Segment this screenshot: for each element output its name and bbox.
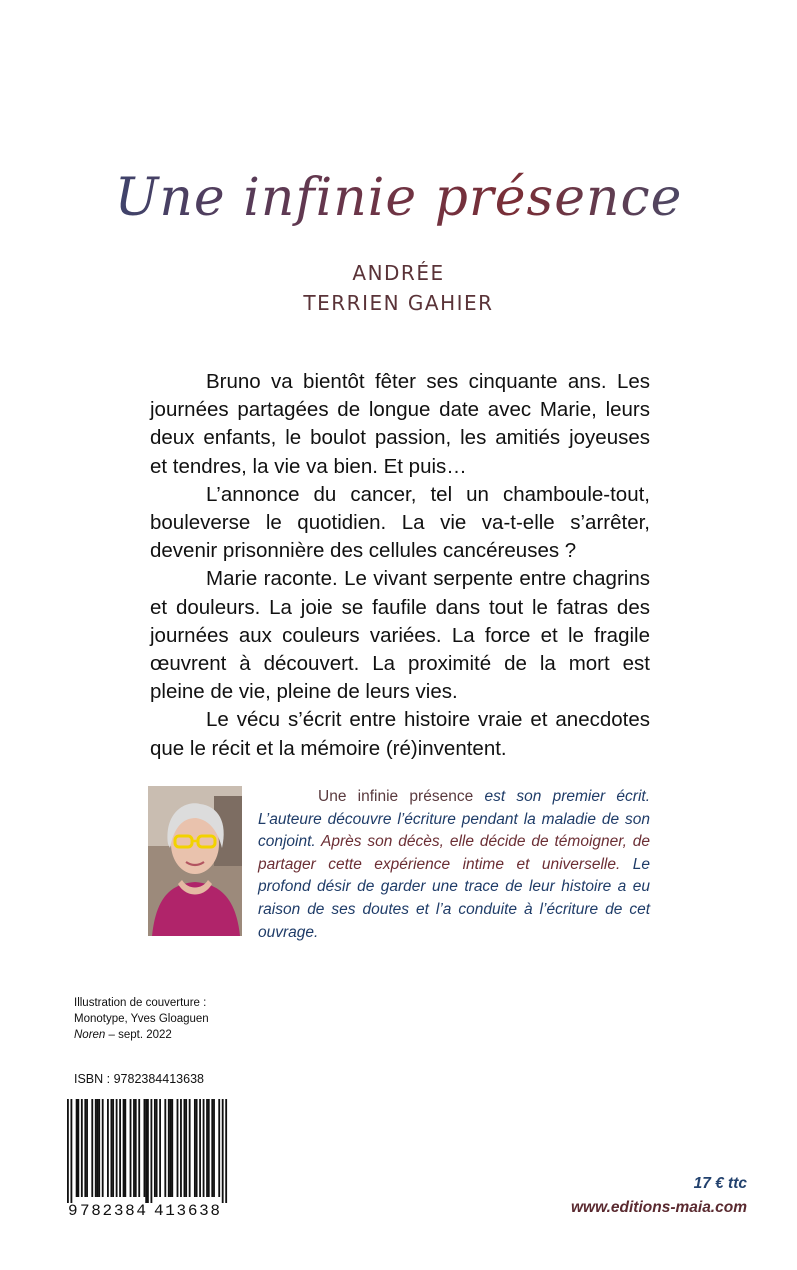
publisher-website: www.editions-maia.com [571,1199,747,1216]
barcode-bar [194,1099,196,1197]
barcode-digit: 9 [68,1202,78,1220]
barcode-bar [119,1099,121,1197]
barcode-bar [222,1099,224,1203]
barcode-digits: 782384 [80,1202,146,1220]
barcode-bar [86,1099,88,1197]
back-cover-blurb [150,368,650,763]
barcode-bar [84,1099,86,1197]
barcode-bar [211,1099,213,1197]
barcode-bar [185,1099,187,1197]
barcode-bar [150,1099,152,1203]
barcode-bar [177,1099,179,1197]
credit-date: – sept. 2022 [105,1029,172,1041]
bio-paragraph [258,786,650,944]
barcode-bar [135,1099,137,1197]
bio-text: est son premier écrit. L’auteure découvre l’écriture pendant la maladie de son conjoint. [258,788,650,851]
barcode-bar [154,1099,156,1197]
barcode-bar [189,1099,191,1197]
barcode-bar [133,1099,135,1197]
barcode-bar [102,1099,104,1197]
barcode-digits: 413638 [154,1202,220,1220]
barcode-bar [168,1099,170,1197]
barcode-bar [213,1099,215,1197]
barcode-bar [206,1099,208,1197]
barcode-bar [76,1099,78,1197]
barcode-bar [199,1099,201,1197]
price: 17 € ttc [693,1175,747,1192]
barcode-bar [67,1099,69,1203]
book-title: Une infinie présence [0,168,797,228]
credit-line [74,1027,209,1043]
barcode-bar [97,1099,99,1197]
credit-title: Noren [74,1029,106,1041]
barcode-bar [196,1099,198,1197]
barcode-bar [225,1099,227,1203]
barcode-bar [218,1099,220,1197]
blurb-paragraph: Bruno va bientôt fêter ses cinquante ans. Les journées partagées de longue date avec Marie, leurs deux enfants, le boulot passion, les amitiés joyeuses et tendres, la vie va bien. Et puis… [150,370,650,478]
blurb-paragraph: L’annonce du cancer, tel un chamboule-tout, bouleverse le quotidien. La vie va-t-elle s’arrêter, devenir prisonnière des cellules cancéreuses ? [150,482,650,563]
barcode-bar [70,1099,72,1203]
barcode-bar [208,1099,210,1197]
barcode-bar [107,1099,109,1197]
barcode-bar [147,1099,149,1203]
author-first-name: ANDRÉE [352,261,445,285]
isbn-label: ISBN : 9782384413638 [74,1072,204,1086]
barcode-bar [145,1099,147,1203]
barcode-bar [180,1099,182,1197]
barcode-bar [98,1099,100,1197]
barcode-bar [123,1099,125,1197]
author-photo [148,786,242,936]
author-portrait-image [148,786,242,936]
barcode-bar [110,1099,112,1197]
barcode-bar [130,1099,132,1197]
barcode-bar [171,1099,173,1197]
bio-text: Le profond désir de garder une trace de leur histoire a eu raison de ses doutes et l’a conduite à l’écriture de cet ouvrage. [258,855,650,941]
barcode-bar [184,1099,186,1197]
bio-title-reference: Une infinie présence [318,788,474,805]
cover-credits [74,995,209,1043]
blurb-paragraph: Le vécu s’écrit entre histoire vraie et anecdotes que le récit et la mémoire (ré)inventent. [150,708,650,760]
barcode [64,1095,230,1220]
barcode-bar [81,1099,83,1197]
bio-text: Après son décès, elle décide de témoigner, de partager cette expérience intime et universelle. [258,833,650,873]
barcode-bar [144,1099,146,1197]
barcode-bar [116,1099,118,1197]
author-bio [258,786,650,944]
barcode-bar [95,1099,97,1197]
barcode-bar [164,1099,166,1197]
barcode-bar [77,1099,79,1197]
barcode-bar [170,1099,172,1197]
barcode-bar [138,1099,140,1197]
barcode-bar [156,1099,158,1197]
barcode-bar [112,1099,114,1197]
barcode-bar [124,1099,126,1197]
barcode-bars [67,1099,227,1203]
credit-line: Monotype, Yves Gloaguen [74,1013,209,1025]
barcode-bar [159,1099,161,1197]
author-last-name: TERRIEN GAHIER [303,291,494,315]
barcode-bar [91,1099,93,1197]
blurb-paragraph: Marie raconte. Le vivant serpente entre chagrins et douleurs. La joie se faufile dans tout le fatras des journées aux couleurs variées. La force et le fragile œuvrent à découvert. La proximité de la mort est pleine de vie, pleine de leurs vies. [150,567,650,704]
barcode-bar [203,1099,205,1197]
credit-line: Illustration de couverture : [74,997,207,1009]
